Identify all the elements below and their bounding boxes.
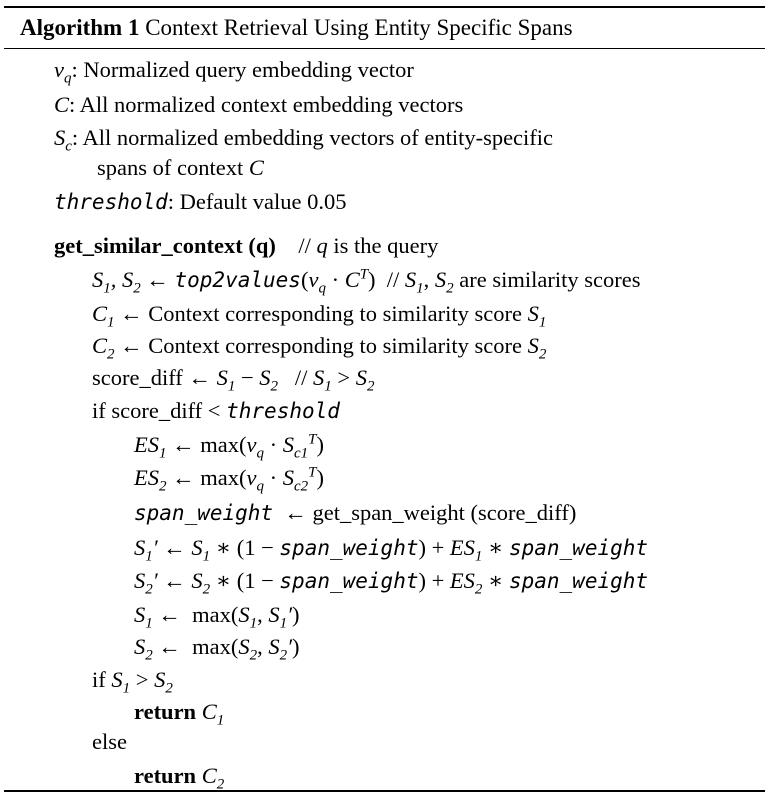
line-c1: $C_1$ ← Context corresponding to similarity score $S_1$ — [92, 301, 547, 331]
line-if-threshold: if score_diff < threshold — [92, 398, 340, 423]
input-sc-cont: spans of context C — [97, 155, 264, 180]
line-es1: $ES_1$ ← $\max(v_q \cdot S_{c1}^T)$ — [134, 431, 325, 462]
top-rule — [4, 6, 765, 8]
line-es2: $ES_2$ ← $\max(v_q \cdot S_{c2}^T)$ — [134, 464, 325, 495]
line-score-diff: score_diff ← $S_1 - S_2$ // $S_1 > S_2$ — [92, 365, 375, 395]
mid-rule — [4, 48, 765, 49]
input-vq: $v_q$: Normalized query embedding vector — [54, 57, 414, 87]
line-c2: $C_2$ ← Context corresponding to similarity score $S_2$ — [92, 333, 547, 363]
algorithm-title-text: Context Retrieval Using Entity Specific Spans — [145, 15, 573, 40]
line-span-weight: span_weight ← get_span_weight (score_diff) — [134, 500, 577, 525]
line-s1-prime: $S_1'$ ← $S_1$ ∗ (1 − span_weight) + $ES_1$ ∗ span_weight — [134, 535, 649, 565]
line-s2-max: $S_2$ ← $\max(S_2$, $S_2'$) — [134, 634, 300, 664]
algorithm-title — [20, 15, 573, 41]
line-s2-prime: $S_2'$ ← $S_2$ ∗ (1 − span_weight) + $ES_2$ ∗ span_weight — [134, 568, 649, 598]
line-top2values: $S_1$, $S_2$ ← $top2values(v_q \cdot C^T) // S_1$, $S_2$ are similarity scores — [92, 266, 641, 297]
input-c: C: All normalized context embedding vectors — [54, 92, 464, 117]
algorithm-label: Algorithm 1 — [20, 15, 140, 40]
bottom-rule — [4, 790, 765, 792]
line-return-c2: return $C_2$ — [134, 763, 225, 793]
line-return-c1: return $C_1$ — [134, 699, 225, 729]
line-else: else — [92, 729, 127, 754]
line-s1-max: $S_1$ ← $\max(S_1$, $S_1'$) — [134, 602, 300, 632]
input-sc: $S_c$: All normalized embedding vectors of entity-specific — [54, 125, 554, 155]
line-if-compare: if $S_1 > S_2$ — [92, 667, 173, 697]
input-threshold: threshold: Default value 0.05 — [54, 189, 347, 214]
function-header: get_similar_context (q) // q is the query — [54, 233, 439, 258]
